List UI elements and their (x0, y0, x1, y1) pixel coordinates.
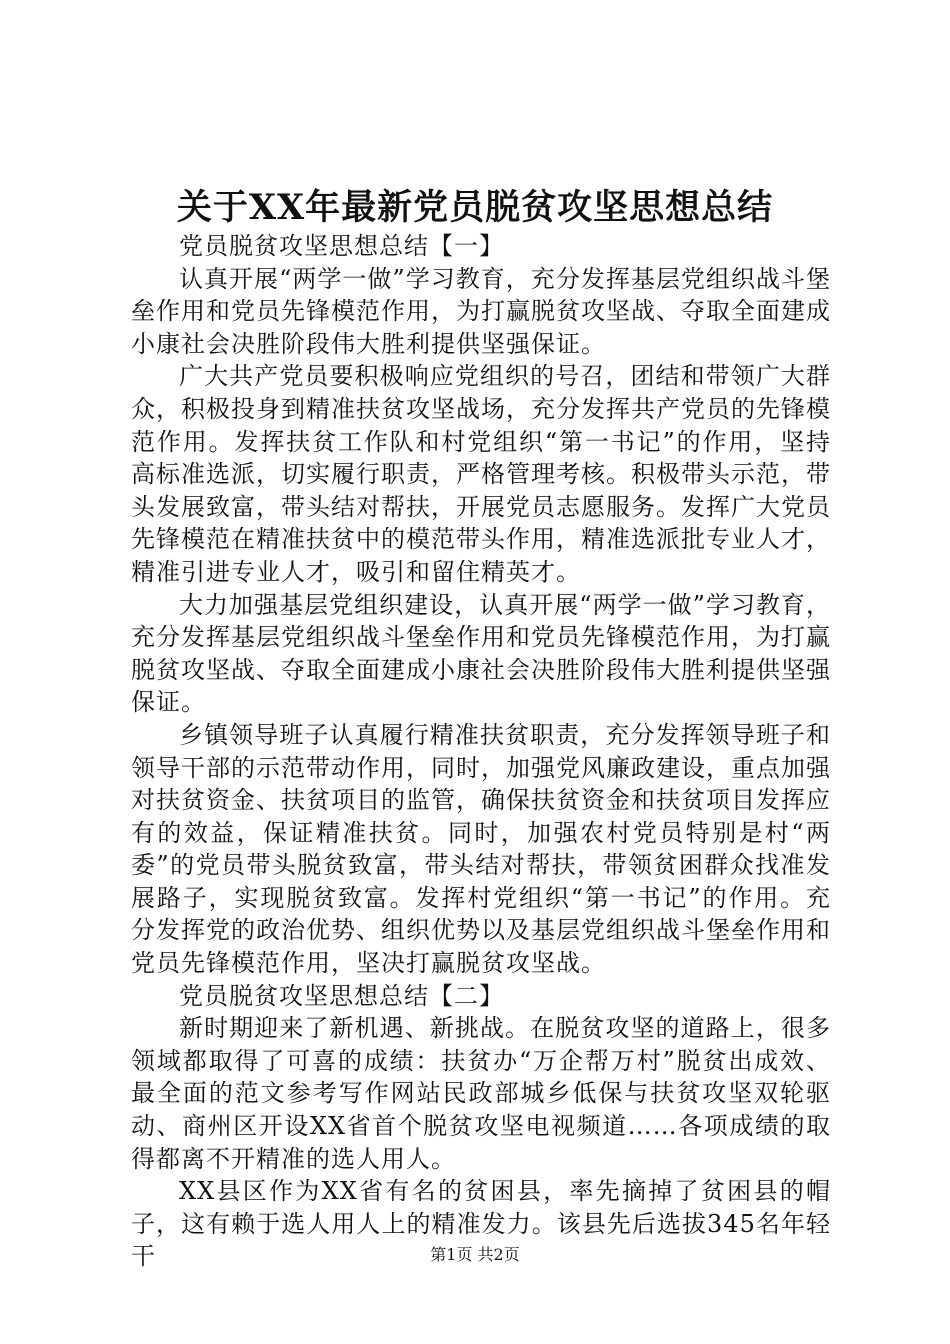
page-number-footer: 第1页 共2页 (430, 1245, 520, 1264)
section-heading-2: 党员脱贫攻坚思想总结【二】 (179, 981, 504, 1010)
paragraph: 新时期迎来了新机遇、新挑战。在脱贫攻坚的道路上，很多领域都取得了可喜的成绩：扶贫办“万企帮万村”脱贫出成效、最全面的范文参考写作网站民政部城乡低保与扶贫攻坚双轮驱动、商州区开设XX省首个脱贫攻坚电视频道……各项成绩的取得都离不开精准的选人用人。 (131, 1014, 831, 1173)
paragraph: 乡镇领导班子认真履行精准扶贫职责，充分发挥领导班子和领导干部的示范带动作用，同时，加强党风廉政建设，重点加强对扶贫资金、扶贫项目的监管，确保扶贫资金和扶贫项目发挥应有的效益，保证精准扶贫。同时，加强农村党员特别是村“两委”的党员带头脱贫致富，带头结对帮扶，带领贫困群众找准发展路子，实现脱贫致富。发挥村党组织“第一书记”的作用。充分发挥党的政治优势、组织优势以及基层党组织战斗堡垒作用和党员先锋模范作用，坚决打赢脱贫攻坚战。 (131, 720, 831, 978)
paragraph: XX县区作为XX省有名的贫困县，率先摘掉了贫困县的帽子，这有赖于选人用人上的精准发力。该县先后选拔345名年轻干 (131, 1177, 831, 1271)
section-heading-1: 党员脱贫攻坚思想总结【一】 (179, 232, 504, 260)
paragraph: 认真开展“两学一做”学习教育，充分发挥基层党组织战斗堡垒作用和党员先锋模范作用，为打赢脱贫攻坚战、夺取全面建成小康社会决胜阶段伟大胜利提供坚强保证。 (131, 264, 831, 358)
document-title: 关于XX年最新党员脱贫攻坚思想总结 (176, 187, 774, 228)
paragraph: 广大共产党员要积极响应党组织的号召，团结和带领广大群众，积极投身到精准扶贫攻坚战场，充分发挥共产党员的先锋模范作用。发挥扶贫工作队和村党组织“第一书记”的作用，坚持高标准选派，切实履行职责，严格管理考核。积极带头示范，带头发展致富，带头结对帮扶，开展党员志愿服务。发挥广大党员先锋模范在精准扶贫中的模范带头作用，精准选派批专业人才，精准引进专业人才，吸引和留住精英才。 (131, 362, 831, 586)
document-body (131, 230, 831, 1273)
paragraph: 大力加强基层党组织建设，认真开展“两学一做”学习教育，充分发挥基层党组织战斗堡垒作用和党员先锋模范作用，为打赢脱贫攻坚战、夺取全面建成小康社会决胜阶段伟大胜利提供坚强保证。 (131, 590, 831, 717)
